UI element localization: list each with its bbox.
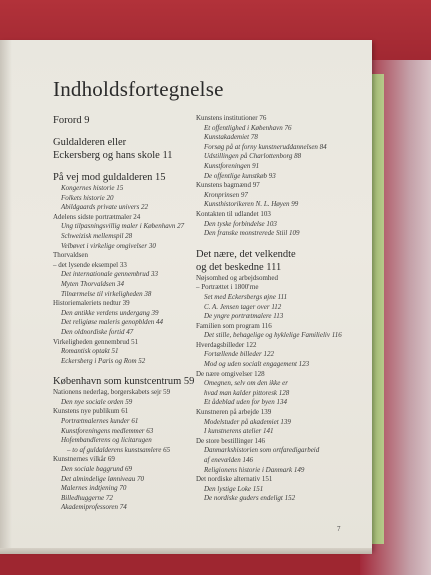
toc-subentry: Den lystige Loke 151 bbox=[204, 484, 264, 493]
toc-subentry: – to af guldalderens kunstsamlere 65 bbox=[67, 445, 171, 454]
toc-subentry: Portrætmalernes kunder 61 bbox=[61, 417, 139, 426]
toc-chapter-entry: De store bestillinger 146 bbox=[196, 436, 266, 445]
toc-subentry: Udstillingen på Charlottenborg 88 bbox=[204, 152, 302, 161]
toc-subentry: Den antikke verdens undergang 39 bbox=[61, 308, 159, 317]
toc-subentry: Den oldnordiske fortid 47 bbox=[61, 327, 134, 336]
toc-subentry: Kongernes historie 15 bbox=[61, 184, 124, 192]
toc-subentry: Et ådeblad uden for byen 134 bbox=[204, 398, 288, 407]
toc-chapter-entry: Kunstneren på arbejde 139 bbox=[196, 408, 272, 417]
toc-subentry: C. A. Jensen tager over 112 bbox=[204, 302, 282, 311]
page-gutter-shadow bbox=[0, 40, 12, 550]
toc-section-heading: Eckersberg og hans skole 11 bbox=[53, 150, 173, 161]
toc-subentry: Det internationale gennembrud 33 bbox=[61, 270, 159, 279]
toc-chapter-entry: Kontakten til udlandet 103 bbox=[196, 209, 271, 218]
toc-subentry: Forsøg på at forny kunstneruddannelsen 84 bbox=[204, 142, 327, 151]
toc-subentry: De yngre portrætmalere 113 bbox=[204, 312, 284, 321]
toc-subentry: Mod og uden socialt engagement 123 bbox=[204, 360, 310, 369]
toc-subentry: I kunstnerens atelier 141 bbox=[204, 427, 274, 436]
toc-chapter-entry: Kunstens nye publikum 61 bbox=[53, 407, 129, 416]
toc-section-heading: Forord 9 bbox=[53, 115, 90, 126]
toc-section-heading: Guldalderen eller bbox=[53, 137, 127, 148]
toc-subentry: Hofembandlerens og licitarugen bbox=[61, 436, 152, 445]
page-number: 7 bbox=[337, 525, 341, 533]
toc-left-column bbox=[53, 114, 193, 513]
toc-chapter-entry: Kunstnernes vilkår 69 bbox=[53, 455, 115, 464]
toc-subentry: Den nye sociale orden 59 bbox=[61, 397, 133, 406]
toc-chapter-entry: Thorvaldsen bbox=[53, 251, 88, 260]
toc-chapter-entry: Kunstens institutioner 76 bbox=[196, 114, 267, 122]
toc-right-column bbox=[196, 114, 356, 504]
toc-subentry: Religionens historie i Danmark 149 bbox=[204, 465, 305, 474]
toc-subentry: Romantisk optakt 51 bbox=[61, 347, 119, 356]
toc-subentry: Myten Thorvaldsen 34 bbox=[61, 279, 124, 288]
toc-chapter-entry: – det lysende eksempel 33 bbox=[53, 260, 127, 269]
toc-subentry: Velbøvet i virkelige omgivelser 30 bbox=[61, 241, 156, 250]
toc-chapter-entry: Familien som program 116 bbox=[196, 321, 272, 330]
toc-subentry: De offentlige kunstkøb 93 bbox=[204, 171, 276, 180]
toc-section-heading: og det beskedne 111 bbox=[196, 261, 282, 273]
toc-subentry: Den tyske forbindelse 103 bbox=[204, 219, 277, 228]
toc-subentry: Det stille, behagelige og hyklelige Familieliv 116 bbox=[204, 331, 342, 340]
toc-subentry: Et offentlighed i København 76 bbox=[204, 123, 292, 132]
toc-subentry: Kunstakademiet 78 bbox=[204, 133, 258, 142]
toc-subentry: Den sociale baggrund 69 bbox=[61, 465, 132, 474]
toc-subentry: Det almindelige lønniveau 70 bbox=[61, 474, 145, 483]
toc-subentry: Eckersberg i Paris og Rom 52 bbox=[61, 356, 146, 365]
toc-subentry: Akademiprofessoren 74 bbox=[61, 503, 127, 512]
toc-subentry: Set med Eckersbergs øjne 111 bbox=[204, 292, 288, 301]
toc-section-heading: Det nære, det velkendte bbox=[196, 248, 296, 260]
toc-subentry: Abildgaards private univers 22 bbox=[61, 203, 149, 212]
toc-subentry: Billedhuggerne 72 bbox=[61, 493, 113, 502]
toc-subentry: Ung tilpasningsvillig maler i København 27 bbox=[61, 222, 185, 231]
toc-chapter-entry: De nære omgivelser 128 bbox=[196, 369, 265, 378]
toc-section-heading: København som kunstcentrum 59 bbox=[53, 376, 195, 388]
toc-chapter-entry: Kunstens bagmænd 97 bbox=[196, 181, 260, 190]
toc-subentry: Kronprinsen 97 bbox=[204, 190, 248, 199]
toc-subentry: De nordiske guders endeligt 152 bbox=[204, 494, 296, 503]
toc-chapter-entry: – Portrættet i 1800'rne bbox=[196, 283, 259, 292]
toc-subentry: Omegnen, selv om den ikke er bbox=[204, 379, 288, 388]
toc-subentry: Det religiøse maleris genopblden 44 bbox=[61, 318, 164, 327]
page-title: Indholdsfortegnelse bbox=[53, 77, 224, 101]
toc-chapter-entry: Virkeligheden gennembrud 51 bbox=[53, 337, 139, 346]
toc-subentry: hvad man kalder pittoresk 128 bbox=[204, 388, 290, 397]
toc-chapter-entry: Adelens sidste portrætmaler 24 bbox=[53, 212, 141, 221]
toc-subentry: Kunstforeningens medlemmer 63 bbox=[61, 426, 154, 435]
toc-chapter-entry: Nationens nederlag, borgerskabets sejr 59 bbox=[53, 388, 171, 397]
toc-chapter-entry: Nøjsomhed og arbejdsomhed bbox=[196, 273, 279, 282]
toc-subentry: Folkets historie 20 bbox=[61, 193, 114, 202]
toc-subentry: Malernes indtjening 70 bbox=[61, 484, 127, 493]
toc-subentry: Tilnærmelse til virkeligheden 38 bbox=[61, 289, 152, 298]
toc-subentry: af enevælden 146 bbox=[204, 456, 253, 464]
toc-subentry: Den franske monstrerede Stiil 109 bbox=[204, 229, 300, 238]
toc-subentry: Danmarkshistorien som ortfaredigarbeid bbox=[204, 446, 320, 455]
toc-chapter-entry: Hverdagsbilleder 122 bbox=[196, 340, 257, 349]
page-bottom-edge bbox=[0, 548, 372, 554]
toc-chapter-entry: Historiemaleriets nedtur 39 bbox=[53, 299, 130, 308]
toc-subentry: Kunstforeningen 91 bbox=[204, 161, 260, 170]
toc-subentry: Kunsthistorikeren N. L. Høyen 99 bbox=[204, 200, 299, 209]
toc-chapter-entry: Det nordiske alternativ 151 bbox=[196, 475, 273, 484]
toc-subentry: Schweizisk mellemspil 28 bbox=[61, 231, 133, 240]
toc-subentry: Modelstuder på akademiet 139 bbox=[204, 417, 291, 426]
toc-section-heading: På vej mod guldalderen 15 bbox=[53, 172, 166, 183]
toc-subentry: Fortællende billeder 122 bbox=[204, 350, 274, 359]
